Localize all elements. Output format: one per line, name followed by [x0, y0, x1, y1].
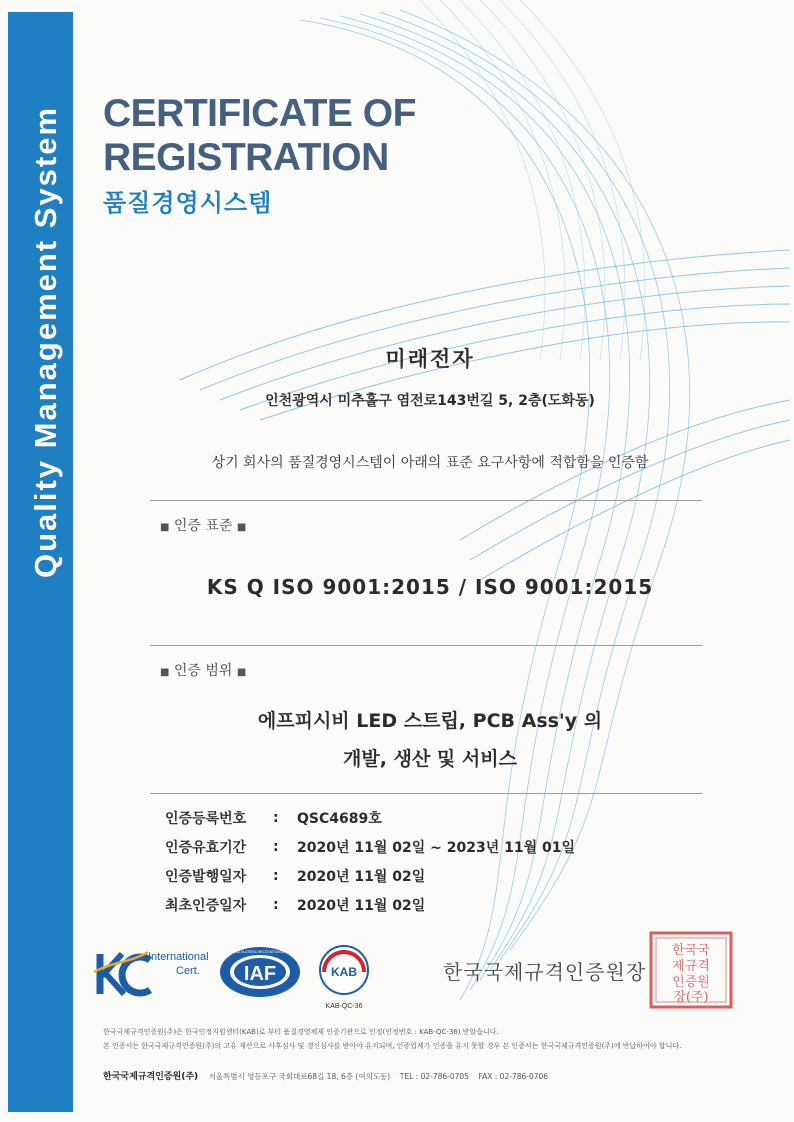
detail-row: 최초인증일자 : 2020년 11월 02일 — [165, 896, 426, 914]
sidebar-text: Quality Management System — [28, 105, 63, 579]
divider — [150, 645, 702, 646]
svg-text:인증원: 인증원 — [672, 975, 710, 990]
svg-text:장(주): 장(주) — [673, 990, 709, 1005]
kc-text-2: Cert. — [176, 965, 200, 977]
bullet-square-icon: ■ — [236, 667, 247, 678]
bullet-square-icon: ■ — [236, 522, 247, 533]
kab-code: KAB-QC-36 — [325, 1003, 363, 1010]
official-seal — [648, 930, 734, 1010]
detail-row: 인증유효기간 : 2020년 11월 02일 ~ 2023년 11월 01일 — [165, 838, 575, 856]
kc-text-1: International — [148, 951, 209, 963]
detail-label: 인증발행일자 — [165, 868, 247, 885]
standard-section-label: ■ 인증 표준 ■ — [160, 518, 247, 534]
certification-standard: KS Q ISO 9001:2015 / ISO 9001:2015 — [206, 575, 654, 599]
detail-row: 인증발행일자 : 2020년 11월 02일 — [165, 867, 426, 885]
bullet-square-icon: ■ — [160, 522, 170, 533]
footer-note-2: 본 인증서는 한국국제규격인증원(주)의 고유 재산으로 사후심사 및 갱신심사를 받아야 유지되며, 인증업체가 인증을 유지 못할 경우 본 인증서는 한국국제규격인증원(주)에 반납하여야 합니다. — [103, 1042, 682, 1050]
title-line-2: REGISTRATION — [103, 136, 389, 179]
footer-note-1: 한국국제규격인증원(주)은 한국인정지원센터(KAB)로 부터 품질경영체제 인증기관으로 인정(인정번호 : KAB-QC-36) 받았습니다. — [103, 1028, 499, 1036]
certificate-subtitle: 품질경영시스템 — [103, 189, 273, 217]
certification-scope — [150, 702, 710, 778]
iaf-ring-text: MEMBER OF MULTILATERAL RECOGNITION ARRANGEMENT — [213, 950, 307, 954]
detail-label: 최초인증일자 — [165, 897, 247, 914]
accreditation-logos — [92, 942, 392, 1012]
footer-org: 한국국제규격인증원(주) — [103, 1072, 199, 1082]
scope-line-1: 에프피시비 LED 스트립, PCB Ass'y 의 — [257, 710, 603, 732]
title-line-1: CERTIFICATE OF — [103, 92, 416, 135]
iaf-text: IAF — [243, 963, 277, 985]
sidebar-band — [8, 12, 73, 1112]
divider — [150, 500, 702, 501]
svg-text:한국국: 한국국 — [672, 943, 710, 958]
divider — [150, 793, 702, 794]
footer-tel: TEL : 02-786-0705 — [399, 1072, 469, 1081]
issuer-name: 한국국제규격인증원장 — [443, 960, 647, 984]
detail-label: 인증유효기간 — [165, 839, 247, 856]
detail-row: 인증등록번호 : QSC4689호 — [165, 809, 382, 827]
iaf-logo — [214, 947, 306, 997]
footer-address: 서울특별시 영등포구 국회대로68길 18, 6층 (여의도동) — [208, 1072, 391, 1081]
company-address: 인천광역시 미추홀구 염전로143번길 5, 2층(도화동) — [265, 393, 595, 409]
detail-value: 2020년 11월 02일 — [297, 868, 426, 885]
footer-contact — [103, 1069, 548, 1082]
scope-section-label: ■ 인증 범위 ■ — [160, 663, 247, 679]
svg-text:제규격: 제규격 — [672, 959, 710, 974]
certification-statement: 상기 회사의 품질경영시스템이 아래의 표준 요구사항에 적합함을 인증함 — [211, 455, 649, 471]
company-name: 미래전자 — [385, 347, 475, 371]
kab-logo — [320, 946, 368, 1010]
scope-line-2: 개발, 생산 및 서비스 — [343, 748, 517, 770]
certificate-title — [103, 92, 416, 180]
certificate-details — [165, 803, 575, 919]
kab-text: KAB — [331, 965, 357, 979]
footer-fax: FAX : 02-786-0706 — [478, 1072, 549, 1081]
detail-value: 2020년 11월 02일 ~ 2023년 11월 01일 — [297, 839, 575, 856]
bullet-square-icon: ■ — [160, 667, 170, 678]
detail-value: QSC4689호 — [297, 810, 382, 827]
detail-value: 2020년 11월 02일 — [297, 897, 426, 914]
detail-label: 인증등록번호 — [165, 810, 247, 827]
kc-logo — [94, 951, 209, 994]
